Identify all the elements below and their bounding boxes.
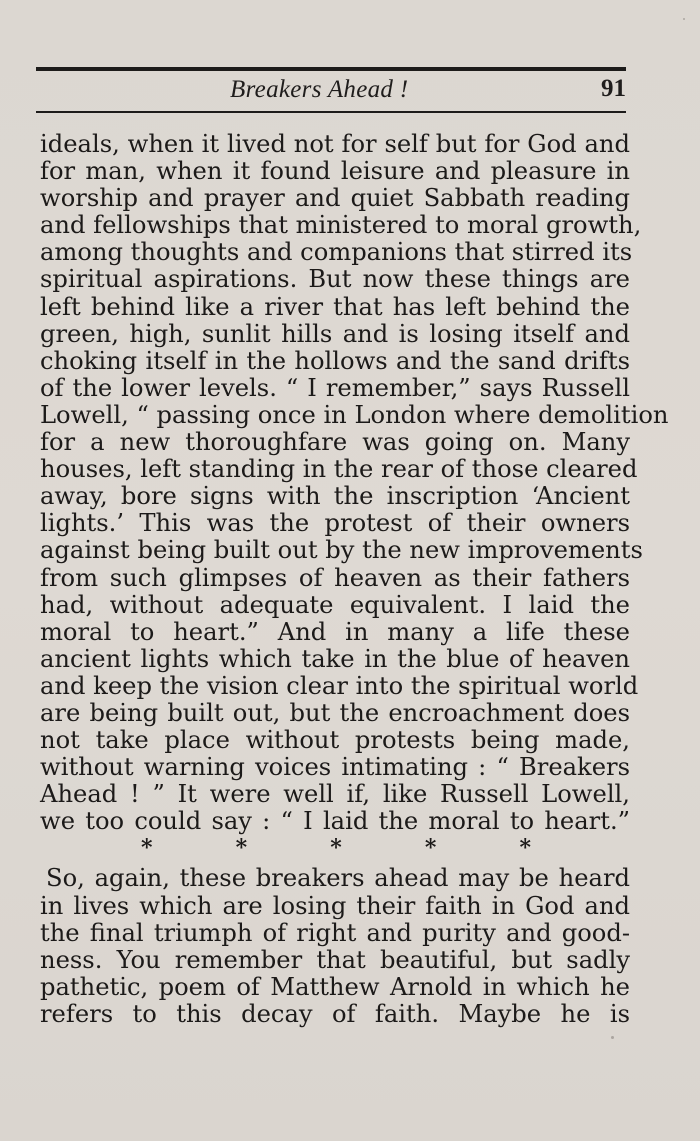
text-line: ness. You remember that beautiful, but sadly [40,945,630,974]
text-line: and keep the vision clear into the spiritual world [40,671,639,700]
text-line: among thoughts and companions that stirred its [40,238,633,267]
text-line: had, without adequate equivalent. I laid the [40,590,630,619]
text-line: against being built out by the new improvements [40,536,643,565]
text-line: away, bore signs with the inscription ‘Ancient [40,482,630,511]
text-line: pathetic, poem of Matthew Arnold in which he [40,972,630,1001]
text-line: left behind like a river that has left behind the [40,292,630,321]
header-rule-bottom [36,111,626,113]
asterisk: * [141,835,153,862]
text-line: ideals, when it lived not for self but for God and [40,130,630,158]
text-line: not take place without protests being made, [40,726,630,755]
text-line: ancient lights which take in the blue of heaven [40,644,630,673]
text-line: green, high, sunlit hills and is losing itself and [40,319,630,348]
text-line: for a new thoroughfare was going on. Many [40,428,630,457]
paragraph-1 [40,130,669,836]
paper-speck [611,1036,614,1039]
text-line: choking itself in the hollows and the sand drifts [40,346,630,375]
text-line: we too could say : “ I laid the moral to heart.” [40,807,630,836]
running-head-title: Breakers Ahead ! [230,76,409,103]
text-line: spiritual aspirations. But now these things are [40,265,630,294]
paper-speck [683,18,685,20]
text-line: and fellowships that ministered to moral growth, [40,211,642,240]
text-line: refers to this decay of faith. Maybe he is [40,999,630,1028]
text-line: the final triumph of right and purity and good- [40,918,630,947]
text-line: from such glimpses of heaven as their fathers [40,563,630,592]
text-line: Lowell, “ passing once in London where demolition [40,400,669,429]
body-text [40,130,669,1028]
text-line: of the lower levels. “ I remember,” says Russell [40,373,630,402]
page-number: 91 [601,75,626,102]
paragraph-2 [40,865,630,1028]
text-line: So, again, these breakers ahead may be heard [46,864,630,893]
asterisk: * [424,835,437,862]
text-line: worship and prayer and quiet Sabbath reading [40,184,630,213]
text-line: without warning voices intimating : “ Breakers [40,753,630,782]
text-line: are being built out, but the encroachment does [40,698,630,727]
text-line: for man, when it found leisure and pleasure in [40,157,630,186]
asterisk: * [330,835,342,862]
text-line: lights.’ This was the protest of their owners [40,509,630,538]
section-break [141,835,531,861]
text-line: houses, left standing in the rear of those cleared [40,455,638,484]
text-line: in lives which are losing their faith in God and [40,891,630,920]
asterisk: * [519,835,531,862]
asterisk: * [235,835,248,862]
text-line: moral to heart.” And in many a life these [40,617,630,646]
text-line: Ahead ! ” It were well if, like Russell Lowell, [40,780,630,809]
header-rule-top [36,67,626,71]
